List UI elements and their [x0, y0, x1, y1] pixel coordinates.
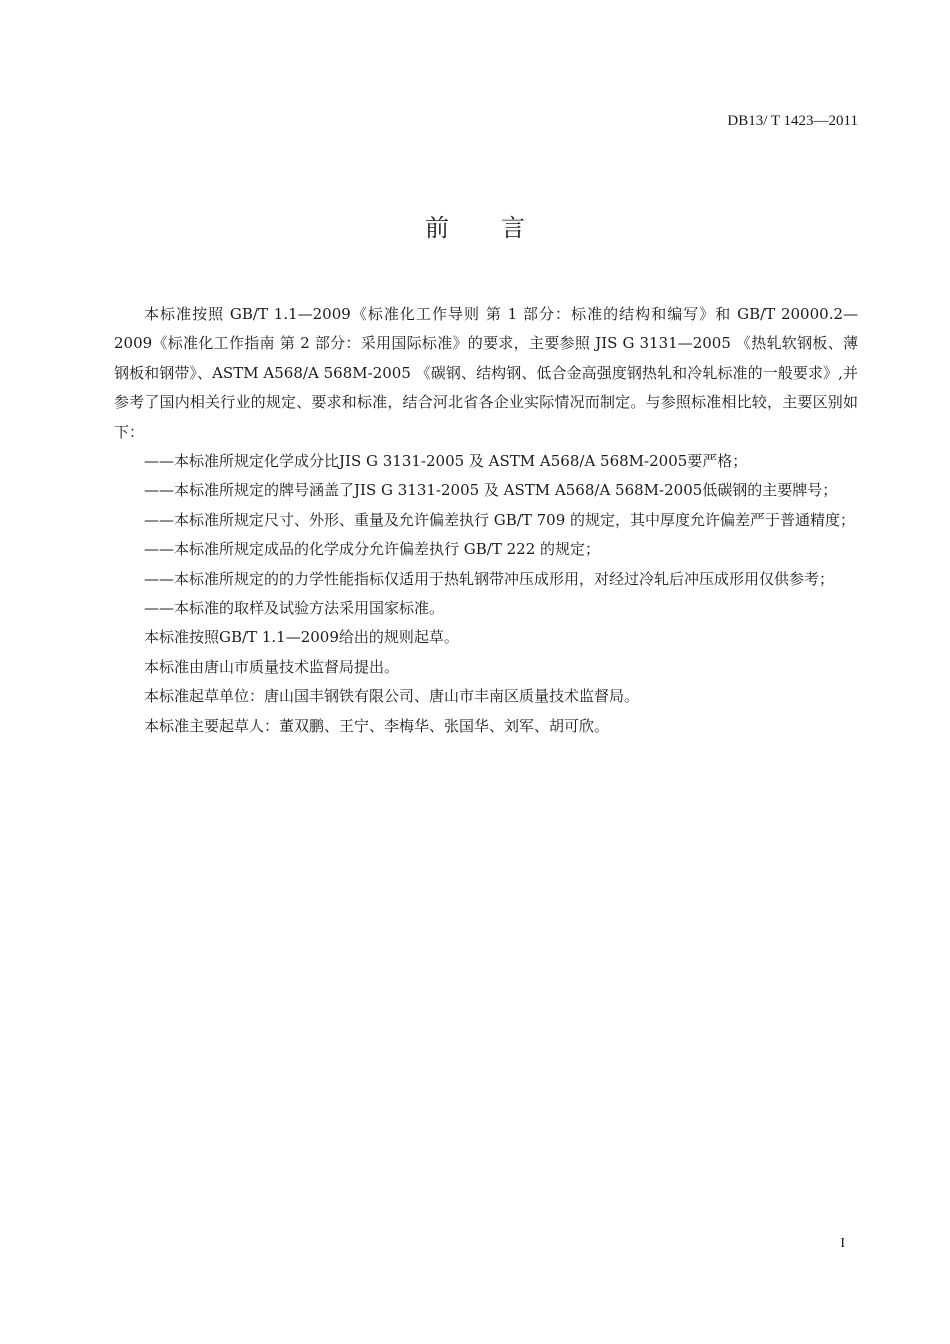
- foreword-body: [114, 300, 858, 741]
- difference-item: ——本标准所规定尺寸、外形、重量及允许偏差执行 GB/T 709 的规定，其中厚度允许偏差严于普通精度；: [144, 510, 856, 529]
- difference-item: ——本标准所规定成品的化学成分允许偏差执行 GB/T 222 的规定；: [144, 540, 601, 559]
- difference-item: ——本标准所规定的的力学性能指标仅适用于热轧钢带冲压成形用，对经过冷轧后冲压成形用仅供参考；: [144, 569, 835, 588]
- page-number: I: [840, 1236, 845, 1251]
- proposer-statement: 本标准由唐山市质量技术监督局提出。: [144, 657, 400, 676]
- drafters-statement: 本标准主要起草人：董双鹏、王宁、李梅华、张国华、刘军、胡可欣。: [144, 716, 610, 735]
- intro-paragraph: 本标准按照 GB/T 1.1—2009《标准化工作导则 第 1 部分：标准的结构和编写》和 GB/T 20000.2—2009《标准化工作指南 第 2 部分：采用国际标准》的要求，主要参照 JIS G 3131—2005 《热轧软钢板、薄钢板和钢带》、ASTM A568/A 568M-2005 《碳钢、结构钢、低合金高强度钢热轧和冷轧标准的一般要求》,并参考了国内相关行业的规定、要求和标准，结合河北省各企业实际情况而制定。与参照标准相比较，主要区别如下：: [114, 305, 858, 441]
- page-title: 前言: [425, 214, 577, 242]
- difference-item: ——本标准的取样及试验方法采用国家标准。: [144, 599, 445, 618]
- drafting-units-statement: 本标准起草单位：唐山国丰钢铁有限公司、唐山市丰南区质量技术监督局。: [144, 687, 640, 706]
- difference-item: ——本标准所规定的牌号涵盖了JIS G 3131-2005 及 ASTM A568/A 568M-2005低碳钢的主要牌号；: [144, 481, 838, 500]
- difference-item: ——本标准所规定化学成分比JIS G 3131-2005 及 ASTM A568/A 568M-2005要严格；: [144, 452, 748, 471]
- drafting-rules-statement: 本标准按照GB/T 1.1—2009给出的规则起草。: [144, 628, 459, 647]
- standard-code: DB13/ T 1423—2011: [727, 113, 858, 129]
